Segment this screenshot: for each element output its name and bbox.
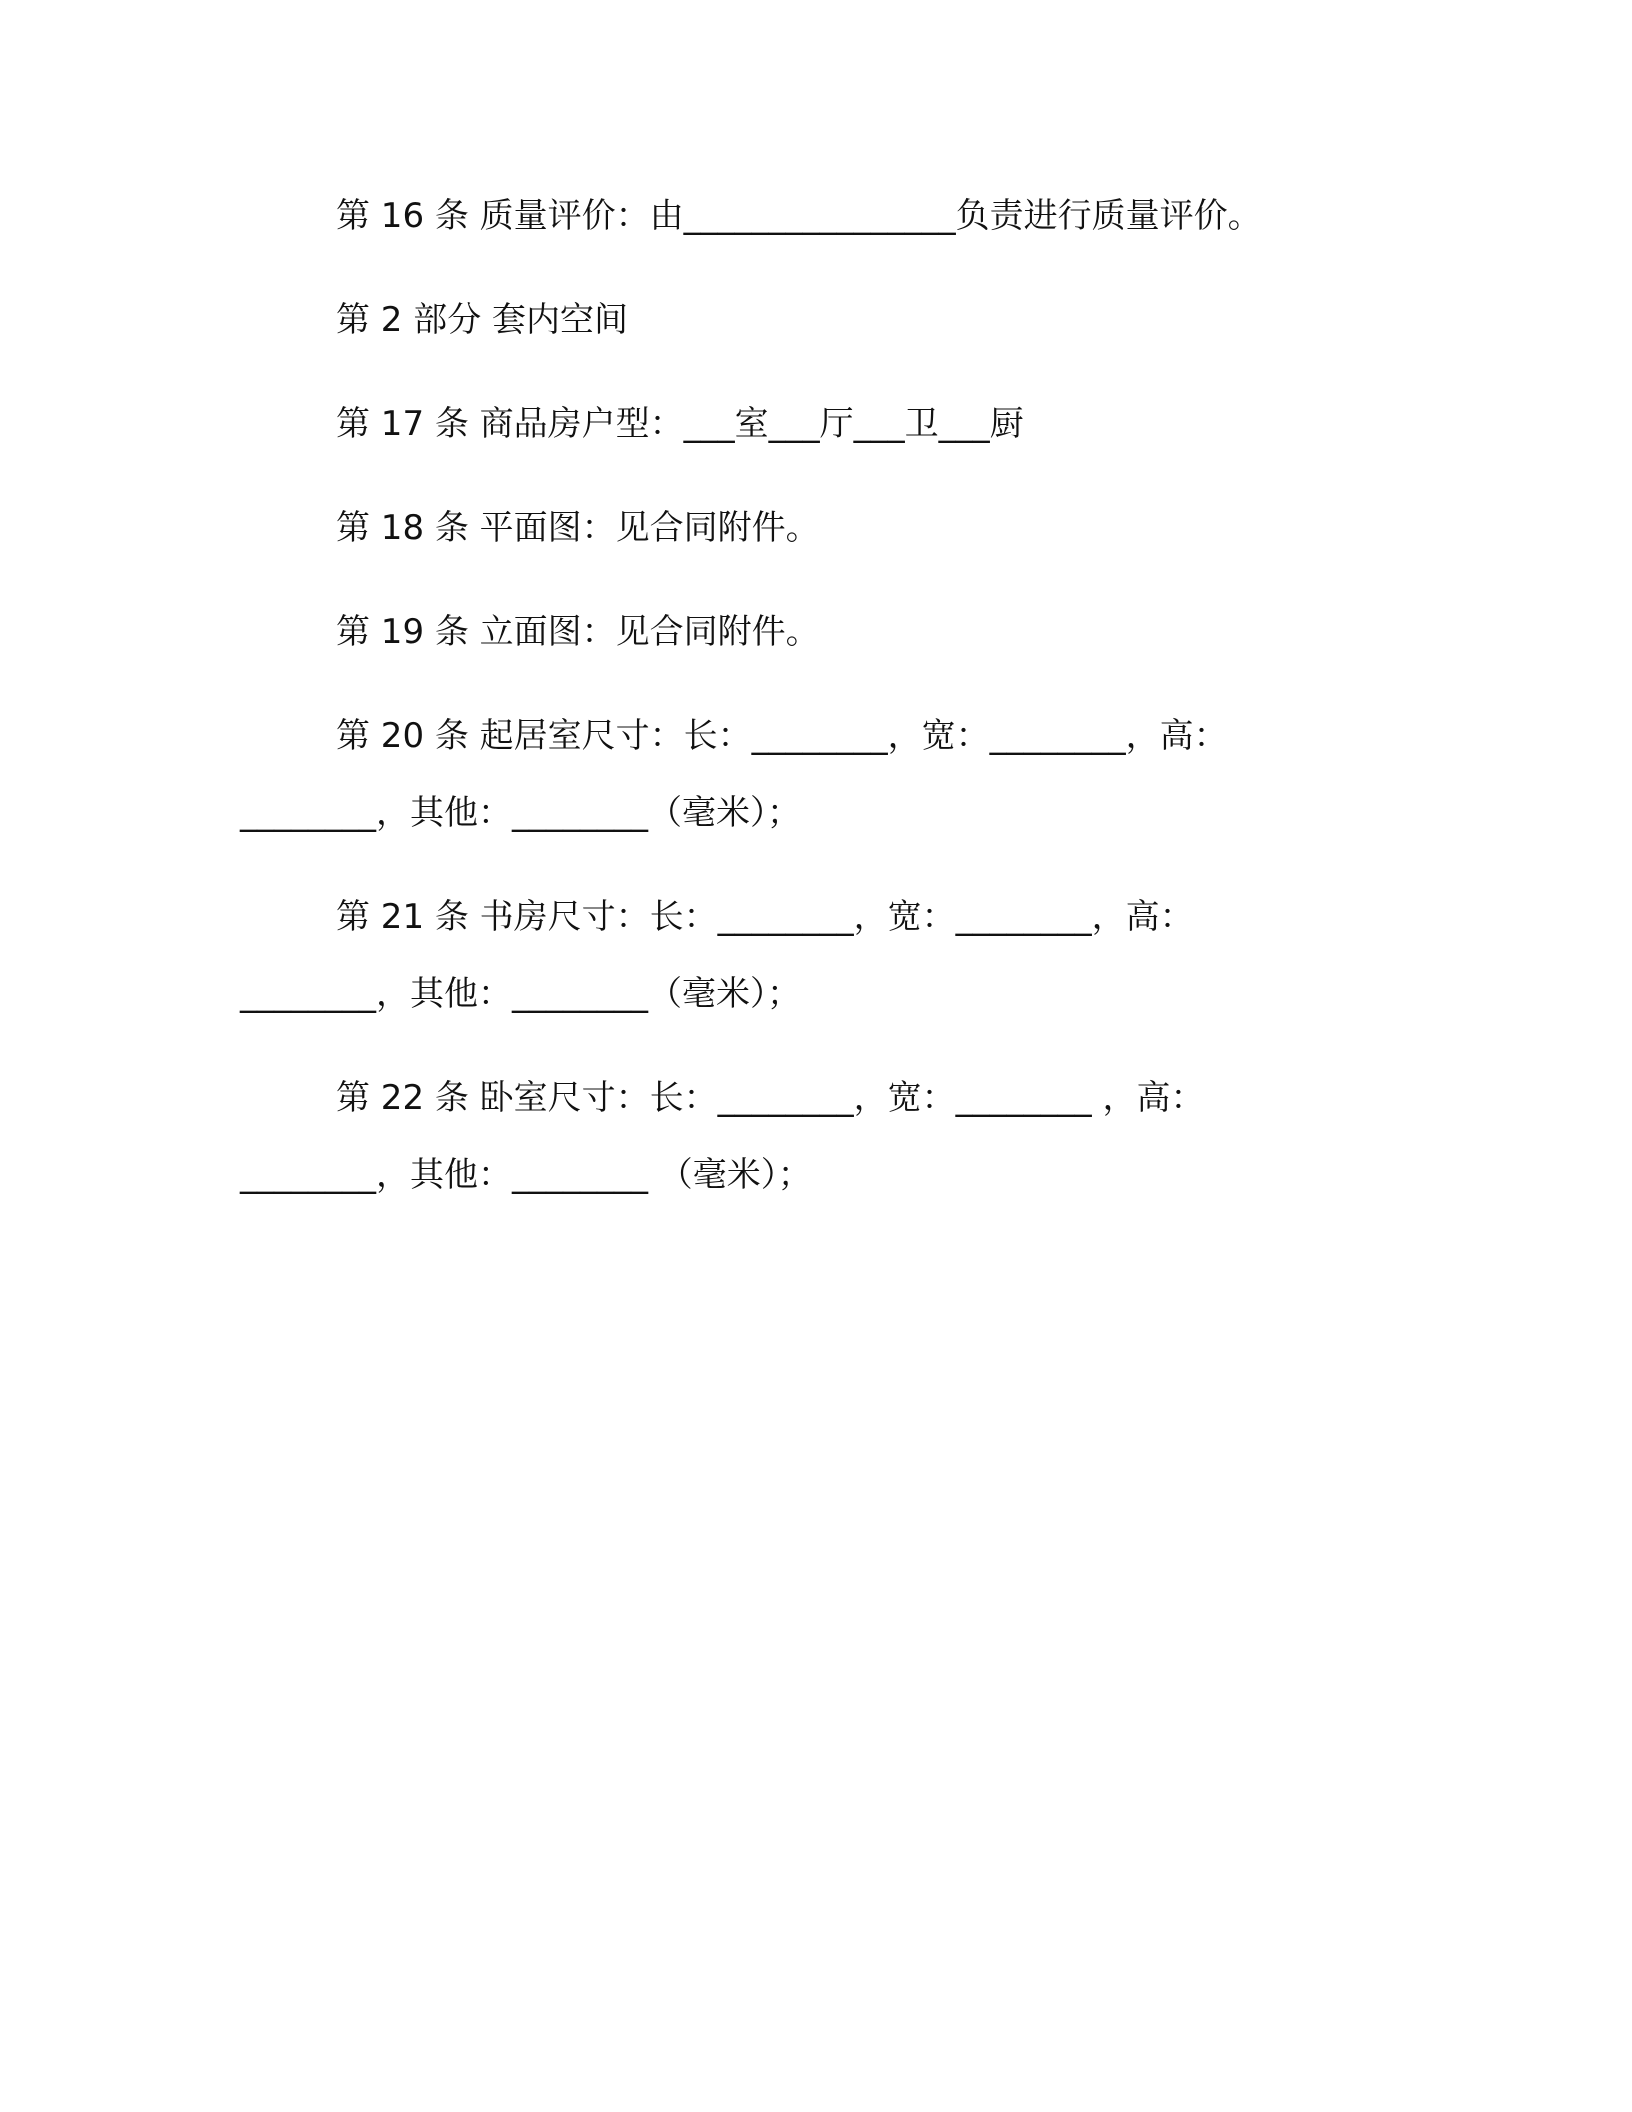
part-2-heading: 第 2 部分 套内空间 <box>336 300 629 340</box>
article-21-continuation: ________，其他：________（毫米）； <box>240 974 801 1014</box>
article-17-unit-layout: 第 17 条 商品房户型：___室___厅___卫___厨 <box>336 404 1024 444</box>
article-22-continuation: ________，其他：________ （毫米）； <box>240 1155 812 1195</box>
article-18-floor-plan: 第 18 条 平面图：见合同附件。 <box>336 508 820 548</box>
article-19-elevation: 第 19 条 立面图：见合同附件。 <box>336 612 820 652</box>
article-20-continuation: ________，其他：________（毫米）； <box>240 793 801 833</box>
article-22-bedroom-size: 第 22 条 卧室尺寸：长：________，宽：________ ，高： <box>336 1078 1205 1118</box>
article-20-living-room-size: 第 20 条 起居室尺寸：长：________，宽：________，高： <box>336 716 1228 756</box>
article-16-quality-evaluation: 第 16 条 质量评价：由________________负责进行质量评价。 <box>336 196 1262 236</box>
article-21-study-size: 第 21 条 书房尺寸：长：________，宽：________，高： <box>336 897 1194 937</box>
